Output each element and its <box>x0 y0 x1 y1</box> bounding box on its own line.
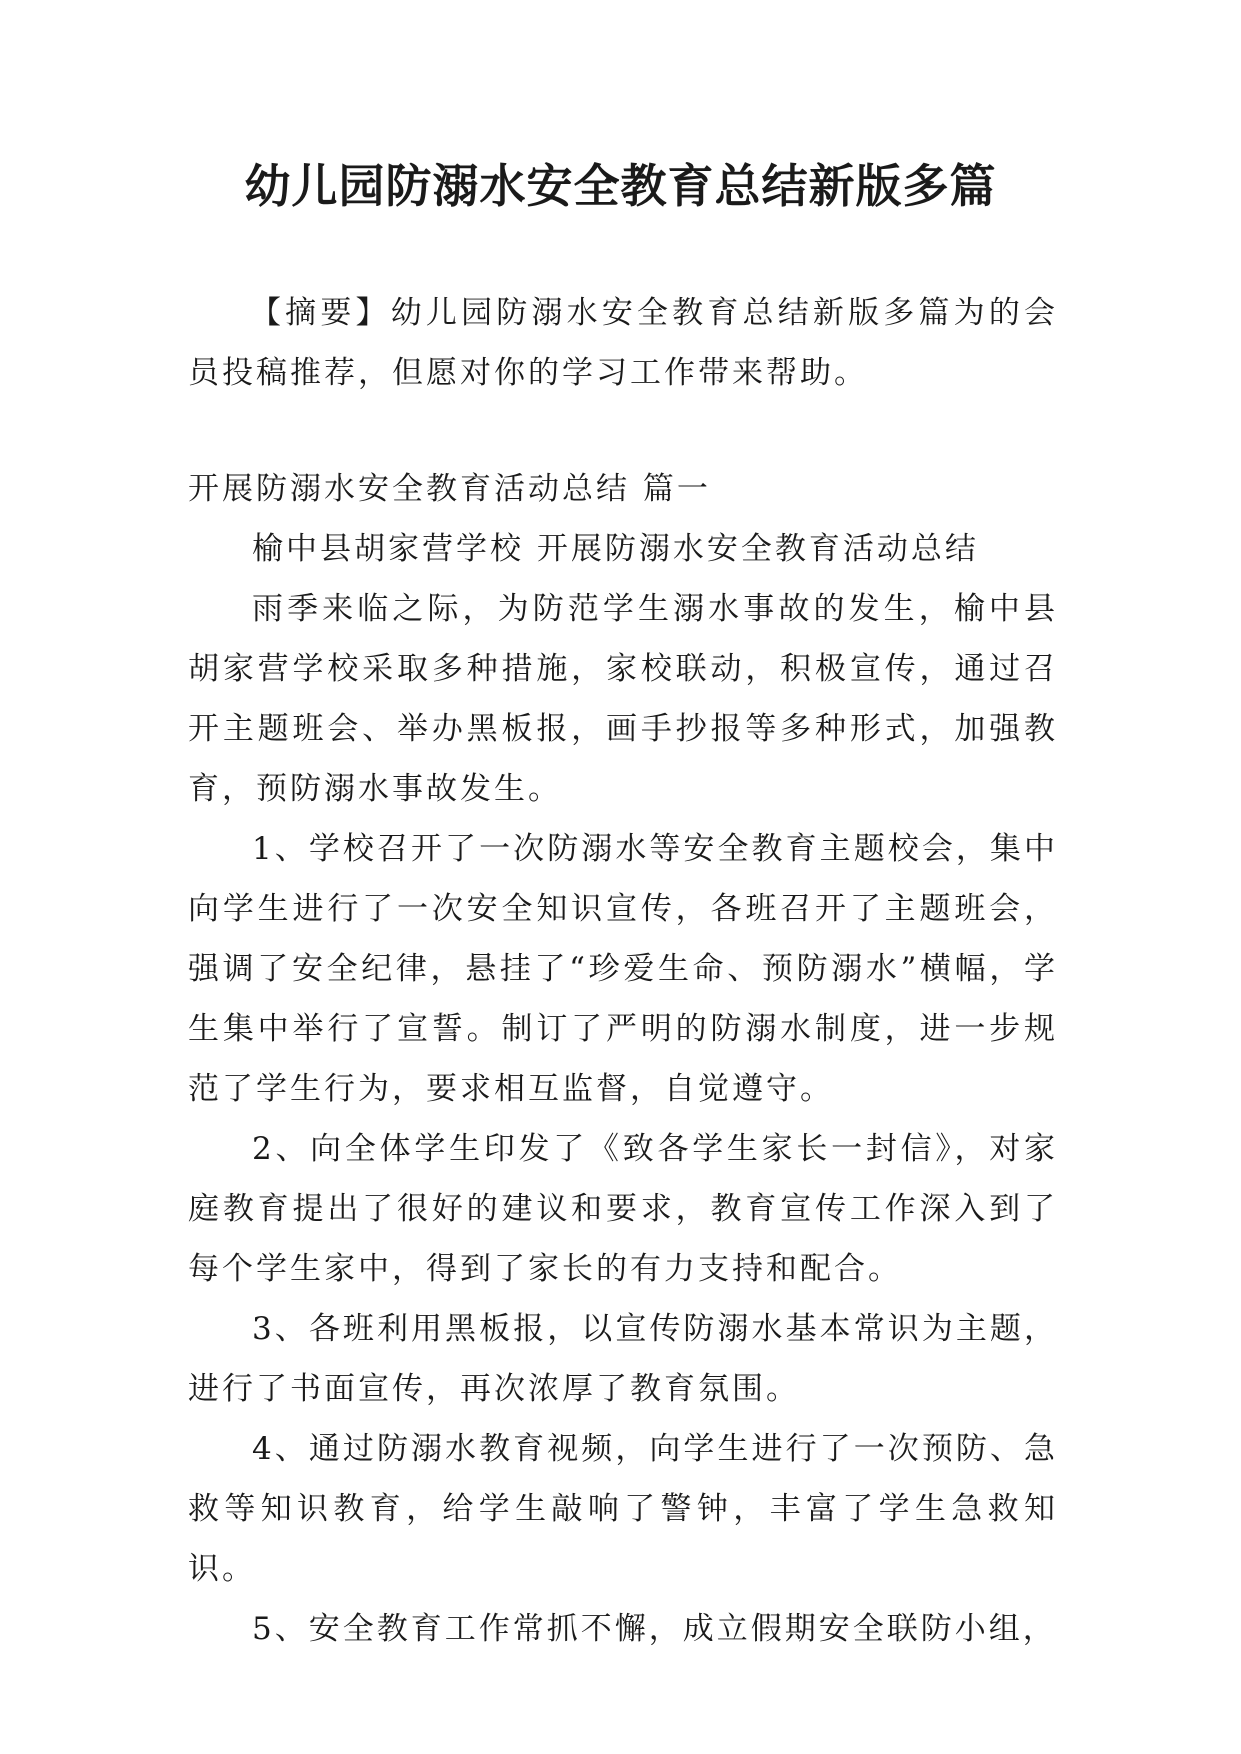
paragraph-intro: 雨季来临之际，为防范学生溺水事故的发生，榆中县胡家营学校采取多种措施，家校联动，积极宣传，通过召开主题班会、举办黑板报，画手抄报等多种形式，加强教育，预防溺水事故发生。 <box>188 591 1058 807</box>
section-heading: 开展防溺水安全教育活动总结 篇一 <box>188 471 711 507</box>
paragraph-item-2: 2、向全体学生印发了《致各学生家长一封信》，对家庭教育提出了很好的建议和要求，教育宣传工作深入到了每个学生家中，得到了家长的有力支持和配合。 <box>188 1131 1058 1287</box>
document-title: 幼儿园防溺水安全教育总结新版多篇 <box>244 159 997 213</box>
paragraph-item-5: 5、安全教育工作常抓不懈，成立假期安全联防小组， <box>252 1611 1057 1647</box>
paragraph-school-title: 榆中县胡家营学校 开展防溺水安全教育活动总结 <box>252 531 979 567</box>
abstract-paragraph: 【摘要】幼儿园防溺水安全教育总结新版多篇为的会员投稿推荐，但愿对你的学习工作带来帮助。 <box>188 295 1058 391</box>
section-body <box>188 459 1058 1659</box>
paragraph-item-3: 3、各班利用黑板报，以宣传防溺水基本常识为主题，进行了书面宣传，再次浓厚了教育氛围。 <box>188 1311 1058 1407</box>
paragraph-item-1: 1、学校召开了一次防溺水等安全教育主题校会，集中向学生进行了一次安全知识宣传，各班召开了主题班会，强调了安全纪律，悬挂了“珍爱生命、预防溺水”横幅，学生集中举行了宣誓。制订了严明的防溺水制度，进一步规范了学生行为，要求相互监督，自觉遵守。 <box>188 831 1058 1107</box>
paragraph-item-4: 4、通过防溺水教育视频，向学生进行了一次预防、急救等知识教育，给学生敲响了警钟，丰富了学生急救知识。 <box>188 1431 1058 1587</box>
